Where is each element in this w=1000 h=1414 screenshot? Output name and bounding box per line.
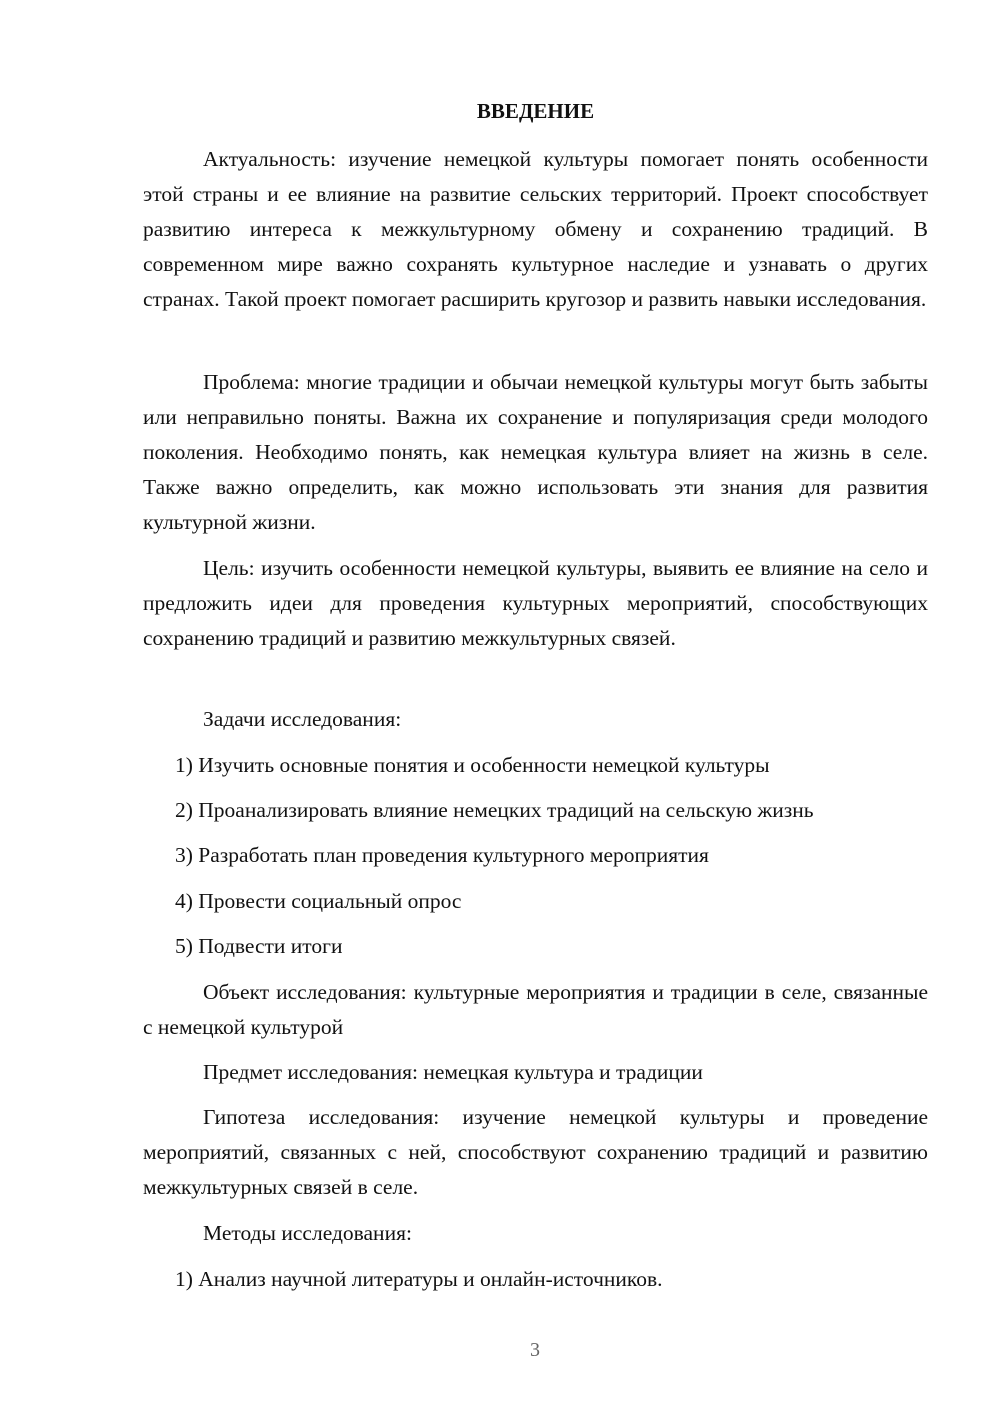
page-number: 3 <box>530 1339 540 1361</box>
list-item: 3) Разработать план проведения культурного мероприятия <box>175 843 709 867</box>
methods-heading: Методы исследования: <box>203 1221 412 1245</box>
paragraph-problem: Проблема: многие традиции и обычаи немецкой культуры могут быть забыты или неправильно поняты. Важна их сохранение и популяризация среди молодого поколения. Необходимо понять, как немецкая культура влияет на жизнь в селе. Также важно определить, как можно использовать эти знания для развития культурной жизни. <box>143 370 928 534</box>
list-item: 5) Подвести итоги <box>175 934 343 958</box>
list-item: 1) Изучить основные понятия и особенности немецкой культуры <box>175 753 770 777</box>
list-item: 4) Провести социальный опрос <box>175 889 462 913</box>
page-title: ВВЕДЕНИЕ <box>476 99 595 123</box>
paragraph-object: Объект исследования: культурные мероприятия и традиции в селе, связанные с немецкой культурой <box>143 980 928 1039</box>
list-item: 1) Анализ научной литературы и онлайн-источников. <box>175 1267 663 1291</box>
paragraph-hypothesis: Гипотеза исследования: изучение немецкой культуры и проведение мероприятий, связанных с ней, способствуют сохранению традиций и развитию межкультурных связей в селе. <box>143 1105 928 1199</box>
paragraph-relevance: Актуальность: изучение немецкой культуры помогает понять особенности этой страны и ее влияние на развитие сельских территорий. Проект способствует развитию интереса к межкультурному обмену и сохранению традиций. В современном мире важно сохранять культурное наследие и узнавать о других странах. Такой проект помогает расширить кругозор и развить навыки исследования. <box>143 147 928 311</box>
paragraph-subject: Предмет исследования: немецкая культура и традиции <box>203 1060 703 1084</box>
tasks-heading: Задачи исследования: <box>203 707 402 731</box>
list-item: 2) Проанализировать влияние немецких традиций на сельскую жизнь <box>175 798 814 822</box>
paragraph-goal: Цель: изучить особенности немецкой культуры, выявить ее влияние на село и предложить идеи для проведения культурных мероприятий, способствующих сохранению традиций и развитию межкультурных связей. <box>143 556 928 650</box>
